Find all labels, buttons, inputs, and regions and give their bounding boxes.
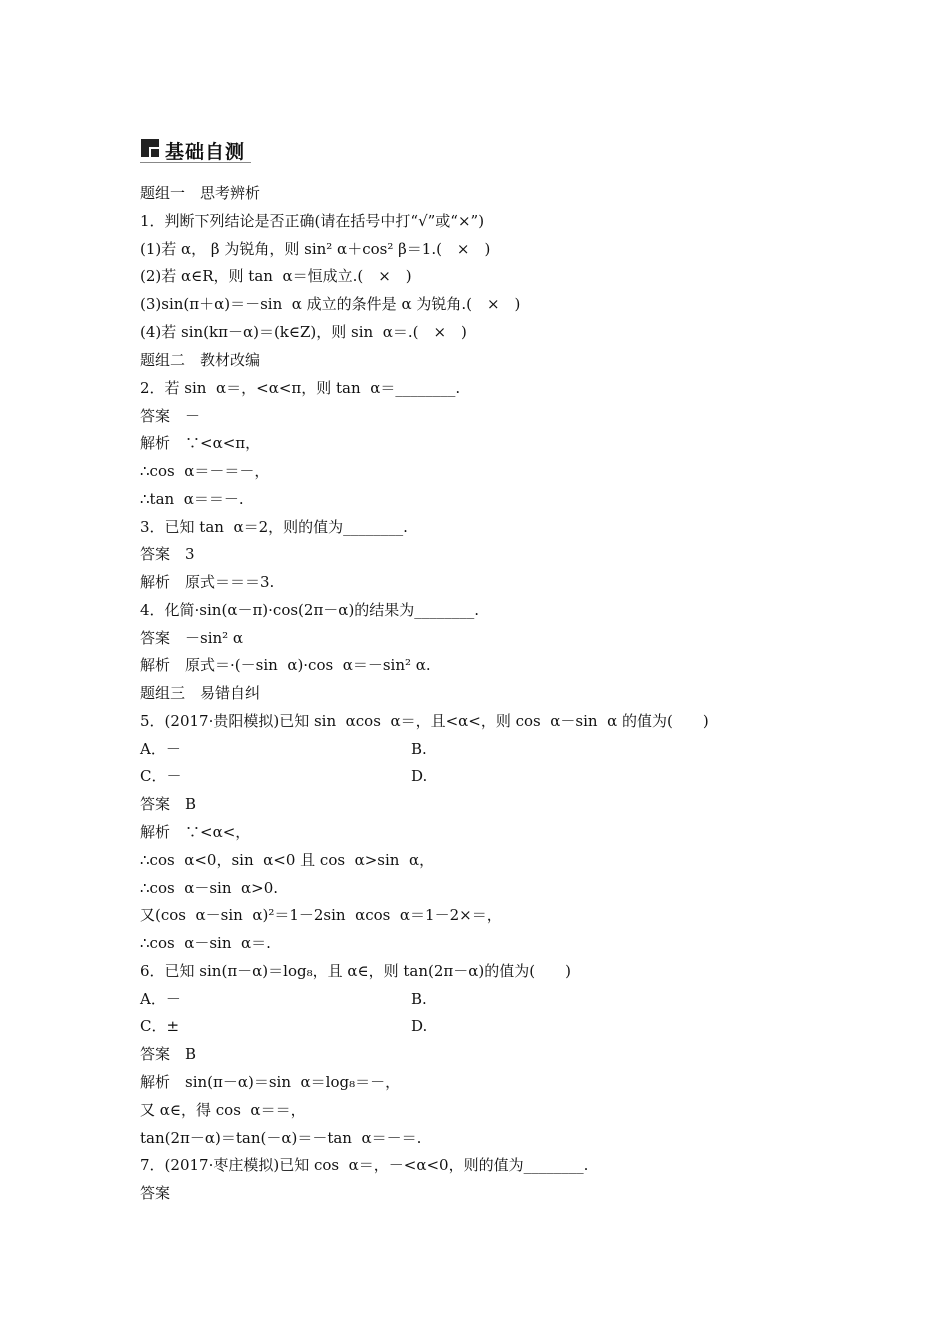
- q5-solution-4: 又(cos α－sin α)²＝1－2sin αcos α＝1－2×＝，: [140, 906, 502, 924]
- q5-options-a: A．－: [140, 740, 181, 758]
- q3-stem: 3．已知 tan α＝2，则的值为________.: [140, 518, 408, 536]
- q2-answer: 答案 －: [140, 407, 201, 425]
- q1-item-2: (2)若 α∈R，则 tan α＝恒成立.( × ): [140, 267, 412, 285]
- q5-options-c: C．－: [140, 767, 182, 785]
- q6-stem: 6．已知 sin(π－α)＝log₈，且 α∈，则 tan(2π－α)的值为( ): [140, 962, 571, 980]
- q5-solution-1: 解析 ∵<α<，: [140, 823, 251, 841]
- group-1-heading: 题组一 思考辨析: [140, 184, 261, 202]
- q4-answer: 答案 －sin² α: [140, 629, 244, 647]
- section-title: 基础自测: [165, 141, 246, 163]
- q2-stem: 2．若 sin α＝，<α<π，则 tan α＝________.: [140, 379, 461, 397]
- q6-options-a: A．－: [140, 990, 181, 1008]
- q6-options-b: B.: [411, 990, 427, 1008]
- q5-solution-3: ∴cos α－sin α>0.: [140, 879, 279, 897]
- q5-solution-2: ∴cos α<0，sin α<0 且 cos α>sin α，: [140, 851, 435, 869]
- q5-stem: 5．(2017·贵阳模拟)已知 sin αcos α＝，且<α<，则 cos α－sin α 的值为( ): [140, 712, 709, 730]
- group-3-heading: 题组三 易错自纠: [140, 684, 261, 702]
- q4-solution: 解析 原式＝·(－sin α)·cos α＝－sin² α.: [140, 656, 431, 674]
- q4-stem: 4．化简·sin(α－π)·cos(2π－α)的结果为________.: [140, 601, 480, 619]
- q1-stem: 1．判断下列结论是否正确(请在括号中打“√”或“×”): [140, 212, 485, 230]
- group-2-heading: 题组二 教材改编: [140, 351, 261, 369]
- q2-solution-1: 解析 ∵<α<π，: [140, 434, 261, 452]
- q6-answer: 答案 B: [140, 1045, 197, 1063]
- q3-answer: 答案 3: [140, 545, 195, 563]
- section-marker-icon: [141, 139, 159, 157]
- q2-solution-3: ∴tan α＝＝－.: [140, 490, 244, 508]
- q7-answer: 答案: [140, 1184, 171, 1202]
- q5-solution-5: ∴cos α－sin α＝.: [140, 934, 271, 952]
- q6-solution-3: tan(2π－α)＝tan(－α)＝－tan α＝－＝.: [140, 1129, 422, 1147]
- q5-answer: 答案 B: [140, 795, 197, 813]
- q6-solution-2: 又 α∈，得 cos α＝＝，: [140, 1101, 306, 1119]
- q6-solution-1: 解析 sin(π－α)＝sin α＝log₈＝－，: [140, 1073, 401, 1091]
- q3-solution: 解析 原式＝＝＝3.: [140, 573, 275, 591]
- q1-item-1: (1)若 α， β 为锐角，则 sin² α＋cos² β＝1.( × ): [140, 240, 491, 258]
- q2-solution-2: ∴cos α＝－＝－，: [140, 462, 270, 480]
- q7-stem: 7．(2017·枣庄模拟)已知 cos α＝，－<α<0，则的值为________.: [140, 1156, 589, 1174]
- q6-options-c: C．±: [140, 1017, 180, 1035]
- q6-options-d: D.: [411, 1017, 428, 1035]
- section-header: [140, 136, 251, 163]
- q1-item-3: (3)sin(π＋α)＝－sin α 成立的条件是 α 为锐角.( × ): [140, 295, 521, 313]
- q1-item-4: (4)若 sin(kπ－α)＝(k∈Z)，则 sin α＝.( × ): [140, 323, 467, 341]
- q5-options-d: D.: [411, 767, 428, 785]
- q5-options-b: B.: [411, 740, 427, 758]
